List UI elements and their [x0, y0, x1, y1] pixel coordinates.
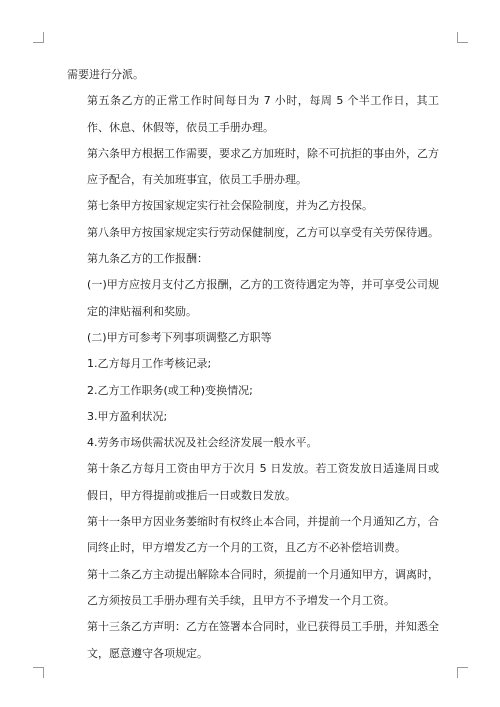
list-item-3: 3.甲方盈利状况;	[87, 409, 168, 423]
list-item-1: 1.乙方每月工作考核记录;	[87, 357, 212, 371]
paragraph-item-2: (二)甲方可参考下列事项调整乙方职等	[87, 330, 272, 344]
paragraph-article-7: 第七条甲方按国家规定实行社会保险制度，并为乙方投保。	[87, 199, 373, 213]
list-item-2: 2.乙方工作职务(或工种)变换情况;	[87, 383, 253, 397]
paragraph-article-13: 第十三条乙方声明：乙方在签署本合同时，业已获得员工手册，并知悉全文，愿意遵守各项规定。	[87, 620, 439, 660]
list-item-4: 4.劳务市场供需状况及社会经济发展一般水平。	[87, 436, 318, 450]
paragraph-article-8: 第八条甲方按国家规定实行劳动保健制度，乙方可以享受有关劳保待遇。	[87, 225, 439, 239]
document-body	[67, 62, 439, 667]
crop-mark-top-right	[457, 32, 468, 43]
paragraph-article-12: 第十二条乙方主动提出解除本合同时，须提前一个月通知甲方，调离时，乙方须按员工手册办理有关手续，且甲方不予增发一个月工资。	[87, 567, 439, 607]
paragraph-continuation: 需要进行分派。	[67, 68, 144, 81]
paragraph-article-10: 第十条乙方每月工资由甲方于次月 5 日发放。若工资发放日适逢周日或假日，甲方得提前或推后一日或数日发放。	[87, 462, 439, 502]
crop-mark-top-left	[33, 32, 44, 43]
crop-mark-bottom-right	[457, 667, 468, 678]
paragraph-article-5: 第五条乙方的正常工作时间每日为 7 小时，每周 5 个半工作日，其工作、休息、休假等，依员工手册办理。	[87, 94, 439, 134]
paragraph-item-1: (一)甲方应按月支付乙方报酬，乙方的工资待遇定为等，并可享受公司规定的津贴福利和奖励。	[87, 278, 439, 318]
crop-mark-bottom-left	[33, 667, 44, 678]
paragraph-article-9: 第九条乙方的工作报酬：	[87, 252, 208, 266]
paragraph-article-11: 第十一条甲方因业务萎缩时有权终止本合同，并提前一个月通知乙方，合同终止时，甲方增发乙方一个月的工资，且乙方不必补偿培训费。	[87, 515, 439, 555]
paragraph-article-6: 第六条甲方根据工作需要，要求乙方加班时，除不可抗拒的事由外，乙方应予配合，有关加班事宜，依员工手册办理。	[87, 146, 439, 187]
